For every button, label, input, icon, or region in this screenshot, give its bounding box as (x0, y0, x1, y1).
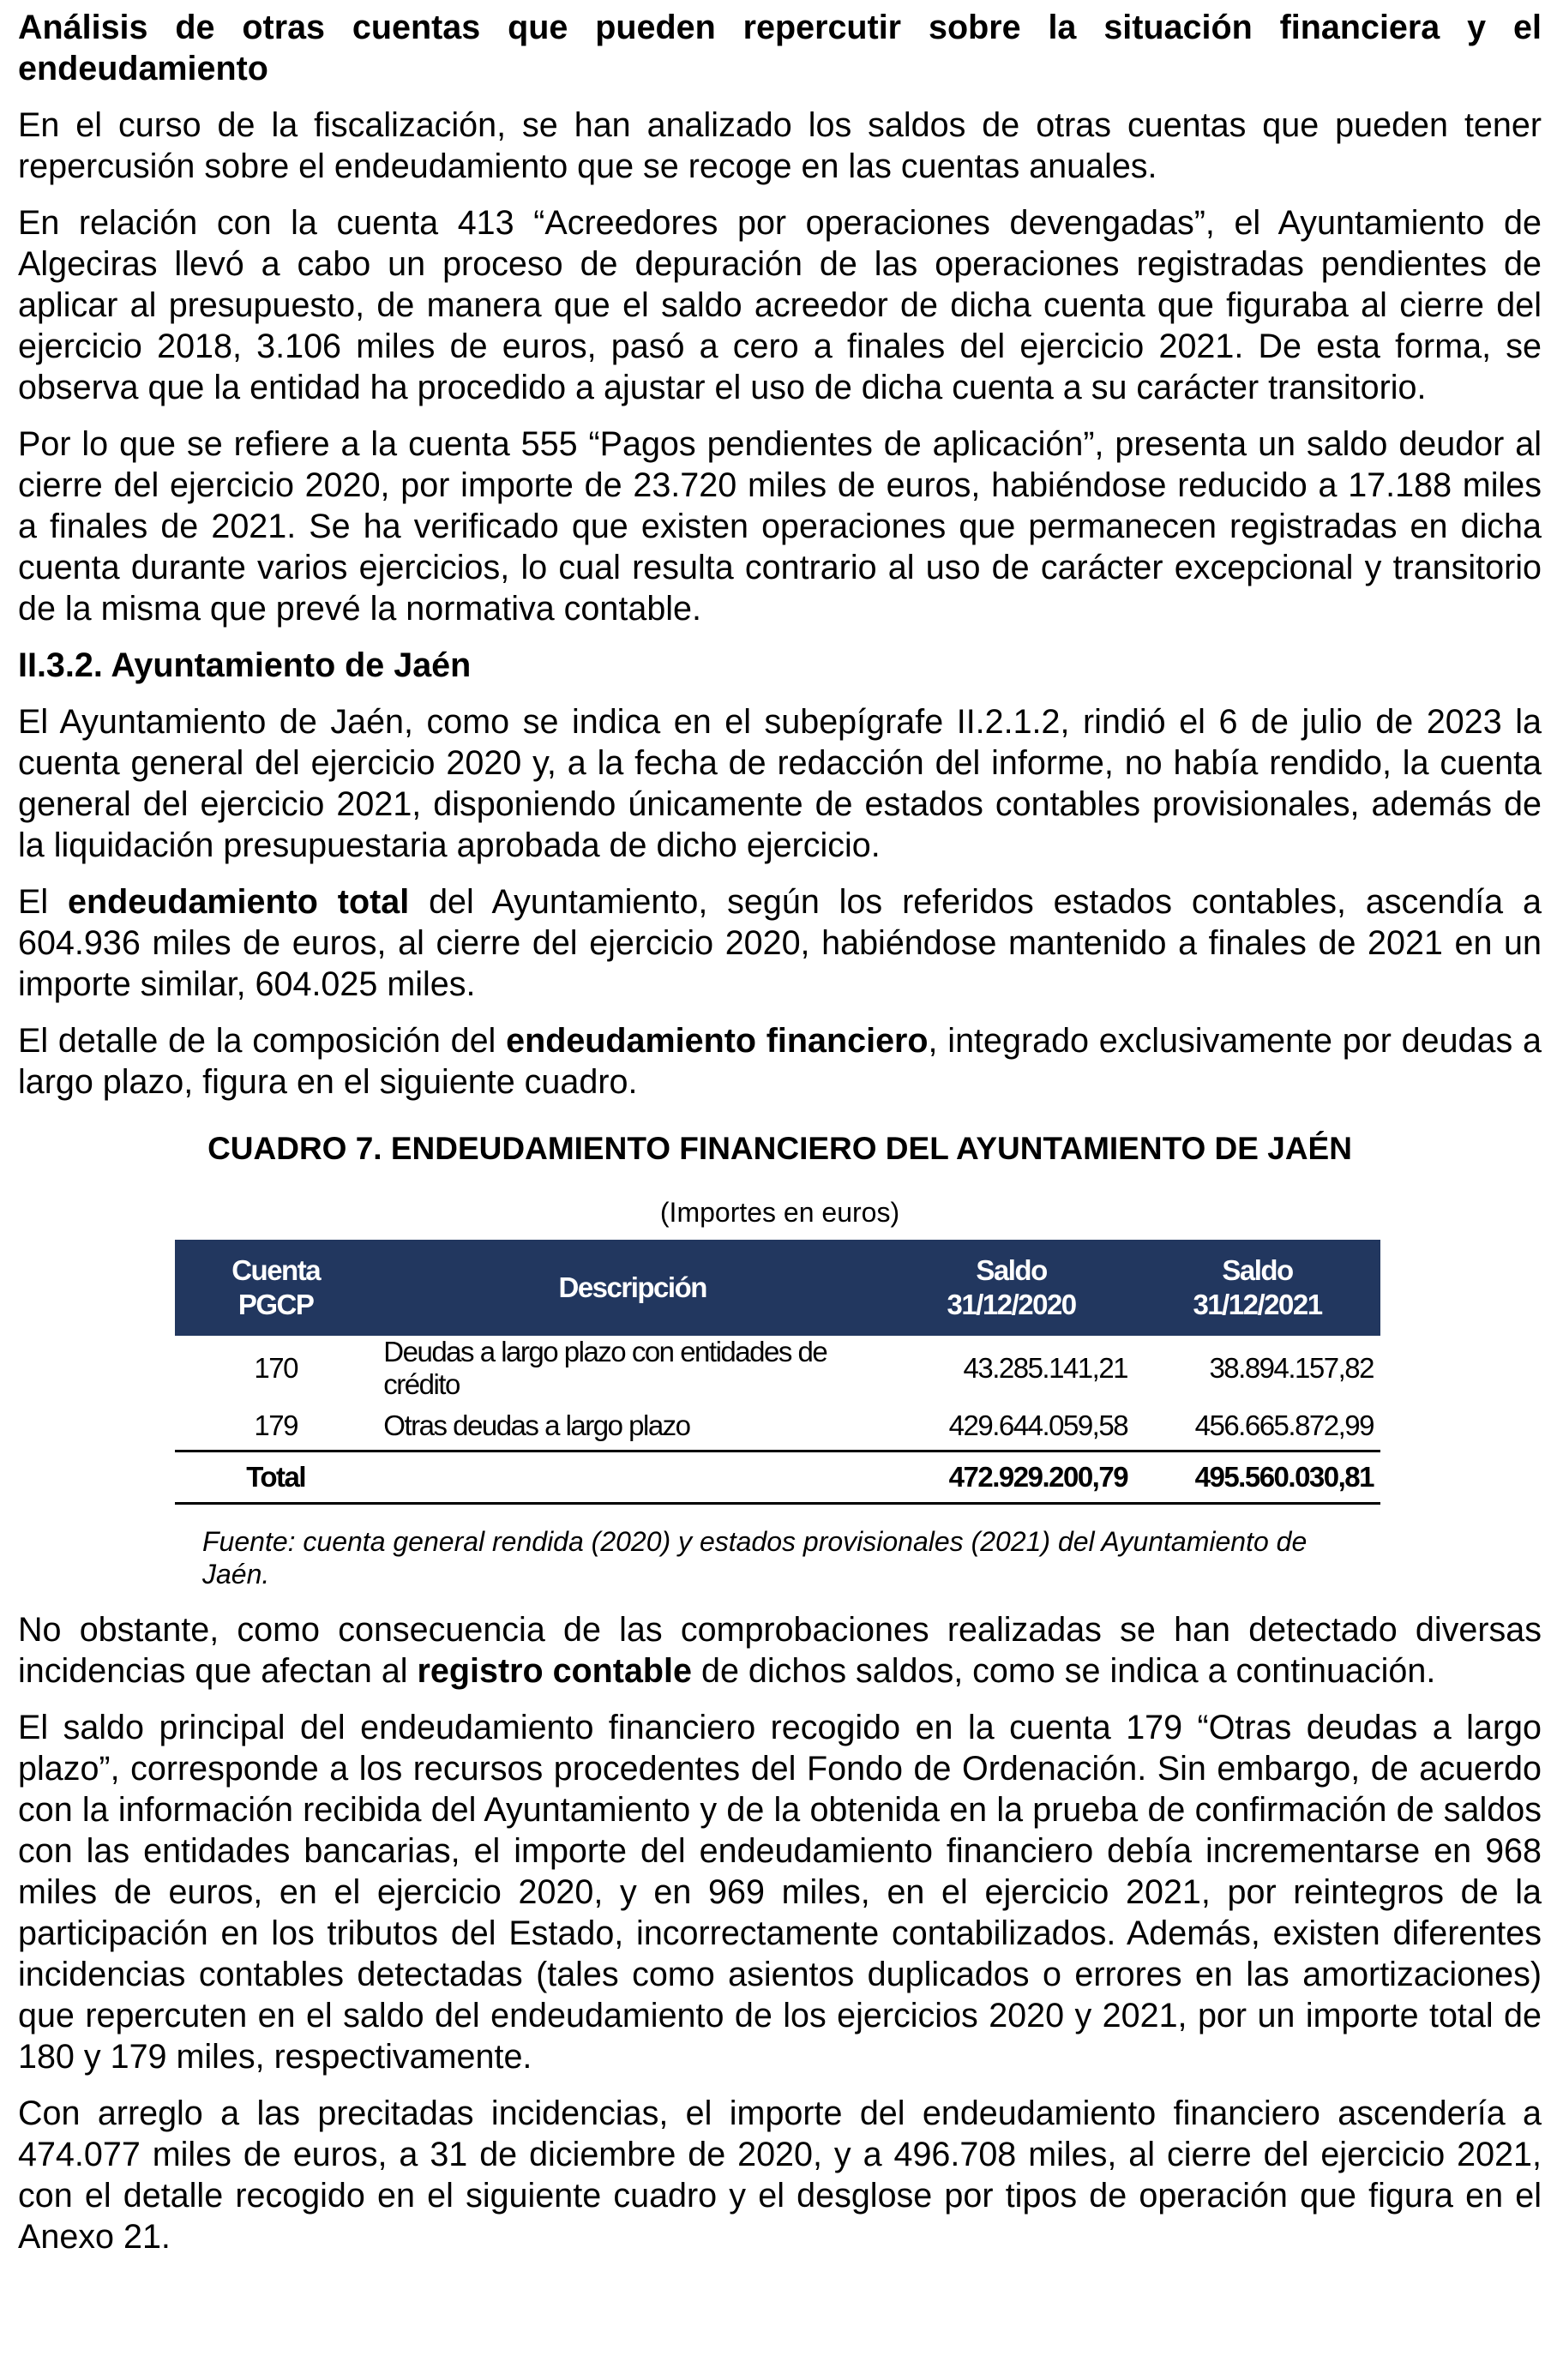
text: del Ayuntamiento, según los referidos estados contables, ascendía a 604.936 miles de euros, al cierre del ejercicio 2020, habiéndose mantenido a finales de 2021 en un importe similar, 604.025 miles. (18, 883, 1542, 1003)
cell-descripcion: Deudas a largo plazo con entidades de crédito (383, 1336, 827, 1400)
table-header (175, 1240, 1380, 1336)
header-text: Saldo (1222, 1254, 1293, 1286)
paragraph (18, 1609, 1542, 1692)
cell-total-2021: 495.560.030,81 (1134, 1451, 1380, 1504)
table-title: CUADRO 7. ENDEUDAMIENTO FINANCIERO DEL AYUNTAMIENTO DE JAÉN (207, 1131, 1352, 1166)
text: , integrado exclusivamente por deudas a largo plazo, figura en el siguiente cuadro. (18, 1022, 1542, 1101)
paragraph (18, 881, 1542, 1005)
bold-text: endeudamiento total (68, 883, 410, 921)
section-heading: Análisis de otras cuentas que pueden repercutir sobre la situación financiera y el endeudamiento (18, 9, 1542, 87)
text: No obstante, como consecuencia de las comprobaciones realizadas se han detectado diversas incidencias que afectan al (18, 1611, 1542, 1690)
paragraph: En el curso de la fiscalización, se han analizado los saldos de otras cuentas que pueden tener repercusión sobre el endeudamiento que se recoge en las cuentas anuales. (18, 106, 1542, 185)
header-cuenta (175, 1240, 376, 1336)
header-saldo-2021 (1134, 1240, 1380, 1336)
header-descripcion: Descripción (376, 1240, 888, 1336)
table-units: (Importes en euros) (659, 1197, 900, 1228)
paragraph (18, 1020, 1542, 1103)
table-row (175, 1336, 1380, 1401)
header-text: PGCP (237, 1289, 314, 1320)
paragraph: Con arreglo a las precitadas incidencias, el importe del endeudamiento financiero ascendería a 474.077 miles de euros, a 31 de diciembre de 2020, y a 496.708 miles, al cierre del ejercicio 2021, con el detalle recogido en el siguiente cuadro y el desglose por tipos de operación que figura en el Anexo 21. (18, 2095, 1542, 2256)
document-page (18, 7, 1542, 2273)
cell-cuenta: 179 (254, 1409, 298, 1441)
bold-text: registro contable (417, 1652, 693, 1690)
text: El (18, 883, 69, 921)
cell-saldo-2020: 43.285.141,21 (963, 1352, 1128, 1384)
cell-descripcion: Otras deudas a largo plazo (383, 1409, 690, 1441)
header-text: 31/12/2021 (1193, 1289, 1322, 1320)
paragraph: El saldo principal del endeudamiento financiero recogido en la cuenta 179 “Otras deudas a largo plazo”, corresponde a los recursos procedentes del Fondo de Ordenación. Sin embargo, de acuerdo con la información recibida del Ayuntamiento y de la obtenida en la prueba de confirmación de saldos con las entidades bancarias, el importe del endeudamiento financiero debía incrementarse en 968 miles de euros, en el ejercicio 2020, y en 969 miles, en el ejercicio 2021, por reintegros de la participación en los tributos del Estado, incorrectamente contabilizados. Además, existen diferentes incidencias contables detectadas (tales como asientos duplicados o errores en las amortizaciones) que repercuten en el saldo del endeudamiento de los ejercicios 2020 y 2021, por un importe total de 180 y 179 miles, respectivamente. (18, 1709, 1542, 2076)
cell-empty (376, 1451, 888, 1504)
header-text: Cuenta (231, 1254, 321, 1286)
text: de dichos saldos, como se indica a continuación. (692, 1652, 1436, 1690)
cell-cuenta: 170 (254, 1352, 298, 1384)
cell-saldo-2020: 429.644.059,58 (948, 1409, 1128, 1441)
table-source: Fuente: cuenta general rendida (2020) y estados provisionales (2021) del Ayuntamiento de Jaén. (202, 1526, 1308, 1590)
debt-table (175, 1240, 1380, 1505)
table-row (175, 1401, 1380, 1451)
cell-saldo-2021: 38.894.157,82 (1209, 1352, 1374, 1384)
bold-text: endeudamiento financiero (506, 1022, 929, 1060)
paragraph: En relación con la cuenta 413 “Acreedores por operaciones devengadas”, el Ayuntamiento de Algeciras llevó a cabo un proceso de depuración de las operaciones registradas pendientes de aplicar al presupuesto, de manera que el saldo acreedor de dicha cuenta que figuraba al cierre del ejercicio 2018, 3.106 miles de euros, pasó a cero a finales del ejercicio 2021. De esta forma, se observa que la entidad ha procedido a ajustar el uso de dicha cuenta a su carácter transitorio. (18, 204, 1542, 406)
header-saldo-2020 (888, 1240, 1134, 1336)
cell-saldo-2021: 456.665.872,99 (1194, 1409, 1374, 1441)
cell-total-2020: 472.929.200,79 (888, 1451, 1134, 1504)
paragraph: Por lo que se refiere a la cuenta 555 “Pagos pendientes de aplicación”, presenta un saldo deudor al cierre del ejercicio 2020, por importe de 23.720 miles de euros, habiéndose reducido a 17.188 miles a finales de 2021. Se ha verificado que existen operaciones que permanecen registradas en dicha cuenta durante varios ejercicios, lo cual resulta contrario al uso de carácter excepcional y transitorio de la misma que prevé la normativa contable. (18, 425, 1542, 628)
cell-total-label: Total (175, 1451, 376, 1504)
text: El detalle de la composición del (18, 1022, 507, 1060)
paragraph: El Ayuntamiento de Jaén, como se indica en el subepígrafe II.2.1.2, rindió el 6 de julio de 2023 la cuenta general del ejercicio 2020 y, a la fecha de redacción del informe, no había rendido, la cuenta general del ejercicio 2021, disponiendo únicamente de estados contables provisionales, además de la liquidación presupuestaria aprobada de dicho ejercicio. (18, 703, 1542, 864)
header-text: Saldo (976, 1254, 1047, 1286)
table-total-row (175, 1451, 1380, 1504)
header-text: 31/12/2020 (947, 1289, 1076, 1320)
subsection-title: II.3.2. Ayuntamiento de Jaén (18, 646, 472, 684)
